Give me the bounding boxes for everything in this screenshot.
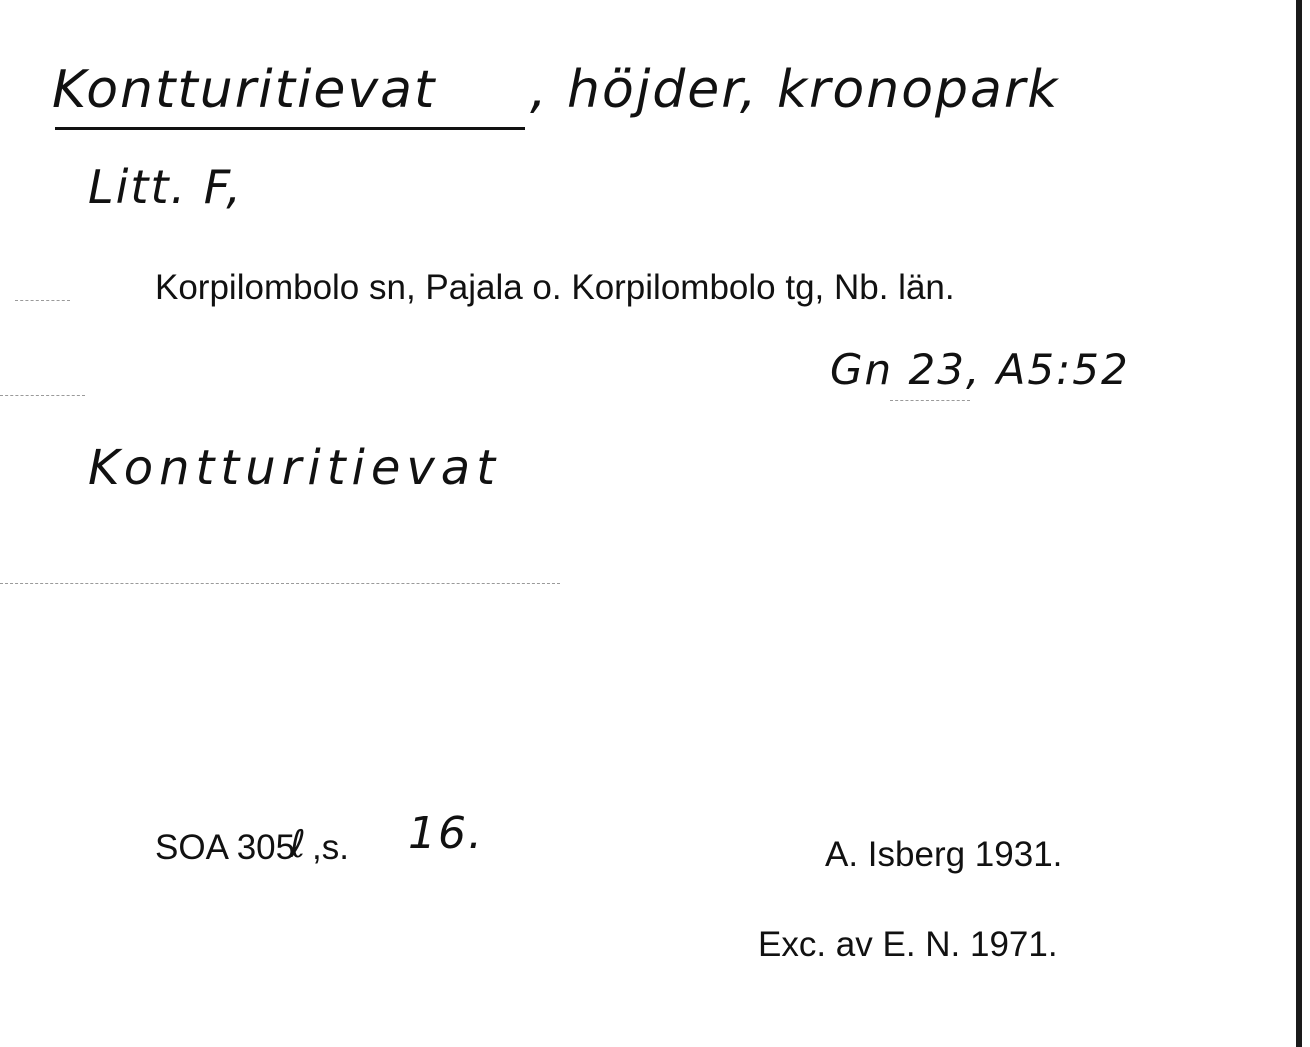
source-hand-l: ℓ bbox=[290, 822, 306, 866]
source-typed: SOA 305 bbox=[155, 828, 296, 867]
place-name: Kontturitievat bbox=[88, 440, 502, 496]
scan-line bbox=[890, 400, 970, 401]
heading-word: Kontturitievat bbox=[52, 60, 437, 120]
scan-line bbox=[0, 395, 85, 396]
map-reference: Gn 23, A5:52 bbox=[830, 345, 1130, 394]
heading-line2: Litt. F, bbox=[88, 160, 243, 214]
location-text: Korpilombolo sn, Pajala o. Korpilombolo tg, Nb. län. bbox=[155, 268, 955, 307]
excerpt-text: Exc. av E. N. 1971. bbox=[758, 925, 1058, 964]
source-typed-s: ,s. bbox=[312, 828, 349, 867]
heading-underline bbox=[55, 127, 525, 130]
heading-rest: , höjder, kronopark bbox=[530, 60, 1060, 120]
scan-line bbox=[0, 583, 560, 584]
card-edge bbox=[1296, 0, 1302, 1047]
collector-text: A. Isberg 1931. bbox=[825, 835, 1063, 874]
source-page: 16. bbox=[408, 808, 484, 859]
scan-line bbox=[15, 300, 70, 301]
